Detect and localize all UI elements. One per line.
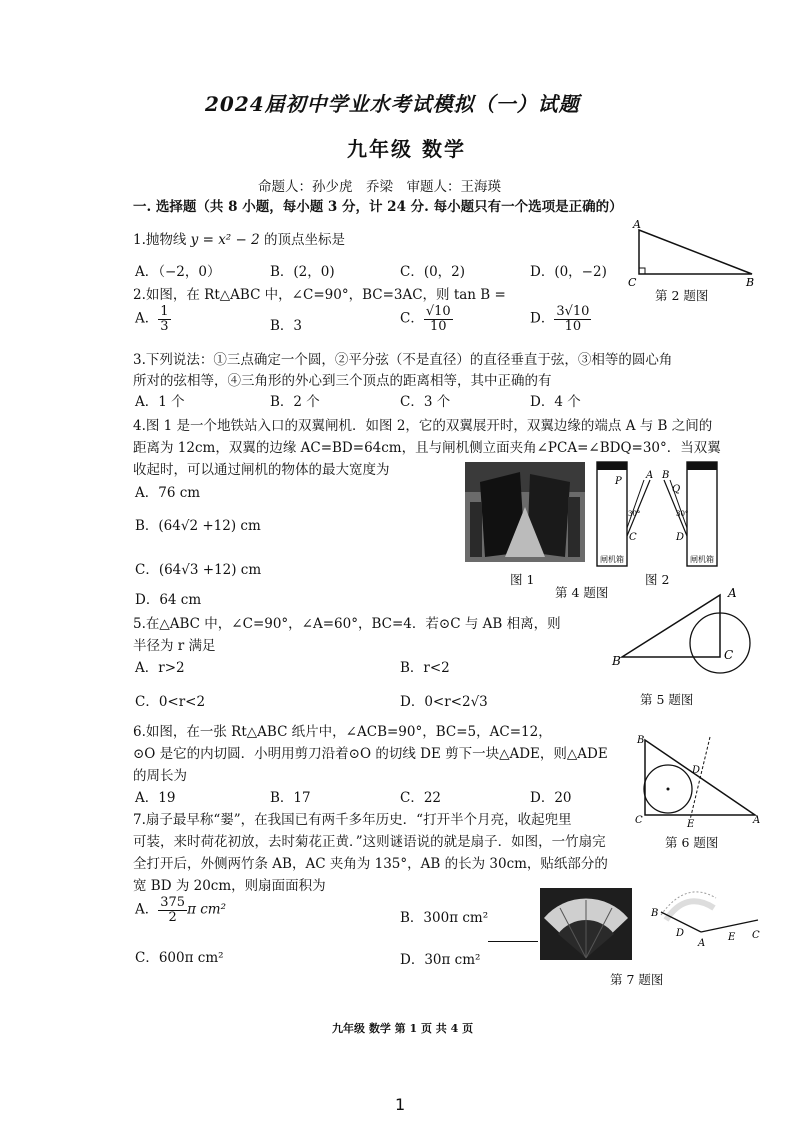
q6-line3: 的周长为 bbox=[133, 768, 187, 784]
q4-angle-1: 30° bbox=[628, 510, 641, 518]
q6-line2: ⊙O 是它的内切圆．小明用剪刀沿着⊙O 的切线 DE 剪下一块△ADE，则△ADE bbox=[133, 746, 608, 762]
q7-option-b: B．300π cm² bbox=[400, 910, 489, 926]
q6-figure bbox=[635, 735, 765, 830]
q2-label-a: A bbox=[633, 218, 641, 231]
q4-label-d: D bbox=[676, 532, 685, 543]
q7-label-e: E bbox=[728, 932, 736, 943]
q1-option-d: D．(0，−2) bbox=[530, 264, 607, 280]
q6-option-b: B．17 bbox=[270, 790, 311, 806]
q2-option-b: B．3 bbox=[270, 318, 303, 334]
q4-angle-2: 30° bbox=[676, 510, 689, 518]
q2-triangle bbox=[639, 230, 752, 274]
q2-figure bbox=[630, 218, 760, 288]
q4-fig2-caption: 图 2 bbox=[645, 572, 670, 587]
q7-option-a: A． $\frac{375}{2}$ π cm² bbox=[135, 895, 227, 925]
exam-subtitle: 九年级 数学 bbox=[347, 137, 466, 161]
q2-label-c: C bbox=[628, 276, 637, 289]
q4-label-q: Q bbox=[672, 484, 681, 495]
q6-label-b: B bbox=[637, 735, 645, 746]
q4-box2-label: 闸机箱 bbox=[690, 555, 714, 564]
q4-option-b: B．(64√2 +12) cm bbox=[135, 518, 261, 534]
q1-option-b: B．(2，0) bbox=[270, 264, 335, 280]
q6-label-d: D bbox=[692, 765, 701, 776]
q4-right-box bbox=[687, 462, 717, 566]
q7-option-d: D．30π cm² bbox=[400, 952, 481, 968]
q5-line1: 5.在△ABC 中，∠C=90°，∠A=60°，BC=4．若⊙C 与 AB 相离，则 bbox=[133, 616, 561, 632]
q6-line1: 6.如图，在一张 Rt△ABC 纸片中，∠ACB=90°，BC=5，AC=12， bbox=[133, 724, 552, 740]
q4-box1-label: 闸机箱 bbox=[600, 555, 624, 564]
q5-option-a: A．r>2 bbox=[135, 660, 185, 676]
q4-photo-figure bbox=[465, 462, 585, 562]
q7-label-a: A bbox=[698, 938, 706, 949]
q5-figure bbox=[612, 585, 762, 675]
q4-label-c: C bbox=[629, 532, 637, 543]
q7-line4: 宽 BD 为 20cm，则扇面面积为 bbox=[133, 878, 326, 894]
q4-left-box bbox=[597, 462, 627, 566]
q5-option-b: B．r<2 bbox=[400, 660, 450, 676]
q6-option-a: A．19 bbox=[135, 790, 176, 806]
q2-stem: 2.如图，在 Rt△ABC 中，∠C=90°，BC=3AC，则 tan B = bbox=[133, 287, 506, 303]
exam-title: 2024届初中学业水考试模拟（一）试题 bbox=[205, 92, 580, 116]
exam-authors: 命题人：孙少虎 乔梁 审题人：王海瑛 bbox=[258, 179, 501, 195]
q7-line1: 7.扇子最早称“翣”，在我国已有两千多年历史．“打开半个月亮，收起兜里 bbox=[133, 812, 572, 828]
q4-left-wing bbox=[627, 480, 650, 536]
q7-fan-photo bbox=[540, 888, 632, 960]
q2-label-b: B bbox=[746, 276, 755, 289]
q4-label-a: A bbox=[646, 470, 654, 481]
page-footer: 九年级 数学 第 1 页 共 4 页 bbox=[332, 1022, 474, 1035]
section-heading: 一. 选择题（共 8 小题，每小题 3 分，计 24 分. 每小题只有一个选项是正确的） bbox=[133, 199, 623, 215]
q6-label-e: E bbox=[687, 819, 695, 830]
q6-option-d: D．20 bbox=[530, 790, 572, 806]
q3-option-d: D．4 个 bbox=[530, 394, 581, 410]
q4-fig1-caption: 图 1 bbox=[510, 572, 535, 587]
q4-option-c: C．(64√3 +12) cm bbox=[135, 562, 262, 578]
q2-option-c: C． $\frac{√10}{10}$ bbox=[400, 304, 451, 334]
q5-label-b: B bbox=[612, 654, 621, 668]
q5-label-c: C bbox=[724, 648, 734, 662]
q1-stem-prefix: 1.抛物线 bbox=[133, 232, 191, 248]
q4-option-d: D．64 cm bbox=[135, 592, 202, 608]
q4-diagram-figure bbox=[592, 458, 722, 570]
q7-label-c: C bbox=[752, 930, 760, 941]
q4-label-p: P bbox=[615, 476, 622, 487]
q1-formula: y = x² − 2 bbox=[190, 232, 260, 248]
q5-option-d: D．0<r<2√3 bbox=[400, 694, 488, 710]
q2-right-angle-mark bbox=[639, 268, 645, 274]
q7-label-b: B bbox=[651, 908, 659, 919]
q3-option-b: B．2 个 bbox=[270, 394, 320, 410]
q2-option-a: A． $\frac{1}{3}$ bbox=[135, 304, 169, 334]
q7-line3: 全打开后，外侧两竹条 AB，AC 夹角为 135°，AB 的长为 30cm，贴纸部分的 bbox=[133, 856, 608, 872]
q5-line2: 半径为 r 满足 bbox=[133, 638, 216, 654]
q4-line1: 4.图 1 是一个地铁站入口的双翼闸机．如图 2，它的双翼展开时，双翼边缘的端点 A 与 B 之间的 bbox=[133, 418, 713, 434]
q7-label-d: D bbox=[676, 928, 685, 939]
q1-stem-suffix: 的顶点坐标是 bbox=[259, 232, 345, 248]
page-number: 1 bbox=[395, 1095, 406, 1114]
q3-option-a: A．1 个 bbox=[135, 394, 185, 410]
q1-option-c: C．(0，2) bbox=[400, 264, 466, 280]
q7-figure-caption: 第 7 题图 bbox=[610, 972, 664, 987]
q3-option-c: C．3 个 bbox=[400, 394, 451, 410]
q7-option-c: C．600π cm² bbox=[135, 950, 224, 966]
q5-figure-caption: 第 5 题图 bbox=[640, 692, 694, 707]
q4-line3: 收起时，可以通过闸机的物体的最大宽度为 bbox=[133, 462, 390, 478]
q4-figure-caption: 第 4 题图 bbox=[555, 585, 609, 600]
q6-tangent-de bbox=[690, 737, 710, 820]
q5-label-a: A bbox=[728, 586, 737, 600]
q7-figure bbox=[646, 880, 766, 950]
q6-figure-caption: 第 6 题图 bbox=[665, 835, 719, 850]
q1-stem bbox=[133, 228, 345, 248]
q4-label-b: B bbox=[662, 470, 670, 481]
q4-line2: 距离为 12cm，双翼的边缘 AC=BD=64cm，且与闸机侧立面夹角∠PCA=∠BDQ=30°．当双翼 bbox=[133, 440, 721, 456]
q5-triangle bbox=[622, 595, 720, 657]
q3-line1: 3.下列说法：①三点确定一个圆，②平分弦（不是直径）的直径垂直于弦，③相等的圆心角 bbox=[133, 352, 673, 368]
q6-option-c: C．22 bbox=[400, 790, 442, 806]
q4-option-a: A．76 cm bbox=[135, 485, 201, 501]
q7-bar-ac bbox=[701, 920, 758, 932]
q2-option-d: D． $\frac{3√10}{10}$ bbox=[530, 304, 590, 334]
q6-label-a: A bbox=[753, 815, 761, 826]
q1-option-a: A．（−2，0） bbox=[135, 264, 221, 280]
q7-dash-line bbox=[488, 941, 538, 942]
q2-figure-caption: 第 2 题图 bbox=[655, 288, 709, 303]
q7-line2: 可装，来时荷花初放，去时菊花正黄．”这则谜语说的就是扇子．如图，一竹扇完 bbox=[133, 834, 606, 850]
q6-label-c: C bbox=[635, 815, 643, 826]
q3-line2: 所对的弦相等，④三角形的外心到三个顶点的距离相等，其中正确的有 bbox=[133, 373, 552, 389]
q5-option-c: C．0<r<2 bbox=[135, 694, 206, 710]
